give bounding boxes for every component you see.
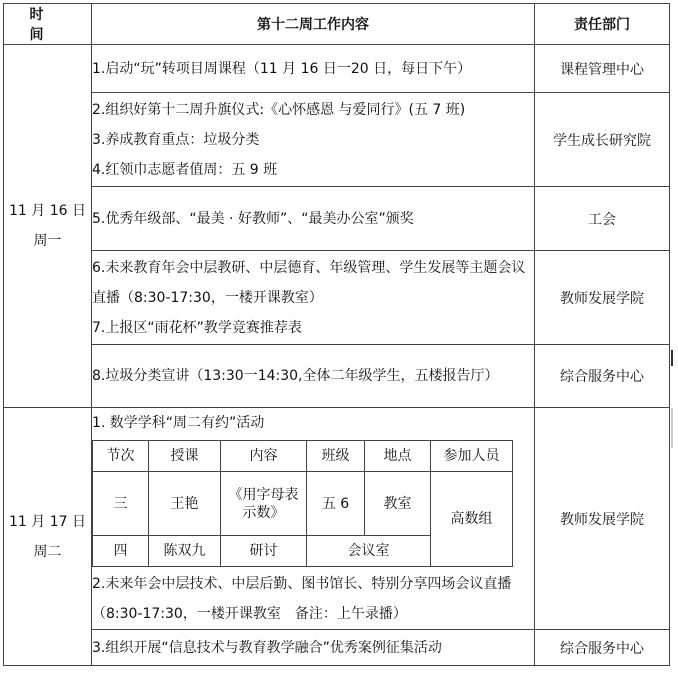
lesson-table	[92, 440, 513, 567]
content-line: 2.未来年会中层技术、中层后勤、图书馆长、特别分享四场会议直播（8:30-17:30，一楼开课教室 备注：上午录播）	[92, 576, 512, 622]
lesson-content: 《用字母表示数》	[221, 472, 307, 536]
table-row	[4, 93, 670, 187]
content-cell	[92, 251, 535, 345]
lesson-header: 地点	[365, 441, 431, 472]
table-row	[4, 345, 670, 408]
lesson-place: 会议室	[307, 536, 431, 567]
content-cell	[92, 630, 535, 666]
lesson-teacher: 陈双九	[149, 536, 221, 567]
dept-cell: 综合服务中心	[535, 345, 670, 408]
page-edge-marker	[671, 350, 673, 366]
page-edge-shadow	[671, 408, 673, 448]
content-cell	[92, 408, 535, 630]
lesson-period: 四	[93, 536, 149, 567]
content-cell	[92, 45, 535, 93]
content-line: 7.上报区“雨花杯”教学竞赛推荐表	[92, 319, 302, 336]
activity-title: 1. 数学学科“周二有约”活动	[92, 415, 265, 431]
table-row	[4, 45, 670, 93]
date-cell	[4, 408, 92, 666]
lesson-header-row	[93, 441, 513, 472]
content-line: 1.启动“玩”转项目周课程（11 月 16 日一20 日，每日下午）	[92, 60, 472, 77]
dept-cell: 学生成长研究院	[535, 93, 670, 187]
header-dept: 责任部门	[535, 4, 670, 45]
dept-cell: 课程管理中心	[535, 45, 670, 93]
content-line: 6.未来教育年会中层教研、中层德育、年级管理、学生发展等主题会议直播（8:30-17:30，一楼开课教室）	[92, 259, 526, 306]
dept-cell: 教师发展学院	[535, 251, 670, 345]
weekday-text: 周二	[33, 543, 62, 560]
table-row	[4, 408, 670, 630]
lesson-place: 教室	[365, 472, 431, 536]
content-cell	[92, 187, 535, 251]
dept-cell: 综合服务中心	[535, 630, 670, 666]
lesson-participants: 高数组	[431, 472, 513, 567]
content-cell	[92, 93, 535, 187]
table-row	[4, 187, 670, 251]
table-row	[4, 630, 670, 666]
lesson-teacher: 王艳	[149, 472, 221, 536]
lesson-header: 参加人员	[431, 441, 513, 472]
header-row	[4, 4, 670, 45]
content-cell	[92, 345, 535, 408]
lesson-header: 班级	[307, 441, 365, 472]
lesson-class: 五 6	[307, 472, 365, 536]
lesson-content: 研讨	[221, 536, 307, 567]
table-row	[4, 251, 670, 345]
date-text: 11 月 16 日	[9, 203, 86, 219]
content-line: 2.组织好第十二周升旗仪式:《心怀感恩 与爱同行》(五 7 班)	[92, 101, 466, 118]
content-line: 3.养成教育重点：垃圾分类	[92, 131, 260, 148]
lesson-header: 节次	[93, 441, 149, 472]
dept-cell: 教师发展学院	[535, 408, 670, 630]
content-line: 5.优秀年级部、“最美 · 好教师”、“最美办公室”颁奖	[92, 210, 414, 227]
content-line: 4.红领巾志愿者值周：五 9 班	[92, 161, 278, 178]
header-content: 第十二周工作内容	[92, 4, 535, 45]
header-time: 时 间	[4, 4, 92, 45]
lesson-row	[93, 472, 513, 536]
content-line: 3.组织开展“信息技术与教育教学融合”优秀案例征集活动	[92, 639, 442, 656]
date-text: 11 月 17 日	[9, 513, 86, 530]
dept-cell: 工会	[535, 187, 670, 251]
lesson-header: 内容	[221, 441, 307, 472]
weekly-schedule-table	[3, 3, 670, 666]
content-line: 8.垃圾分类宣讲（13:30一14:30,全体二年级学生，五楼报告厅）	[92, 368, 499, 384]
weekday-text: 周一	[33, 233, 62, 249]
lesson-period: 三	[93, 472, 149, 536]
date-cell	[4, 45, 92, 408]
lesson-header: 授课	[149, 441, 221, 472]
